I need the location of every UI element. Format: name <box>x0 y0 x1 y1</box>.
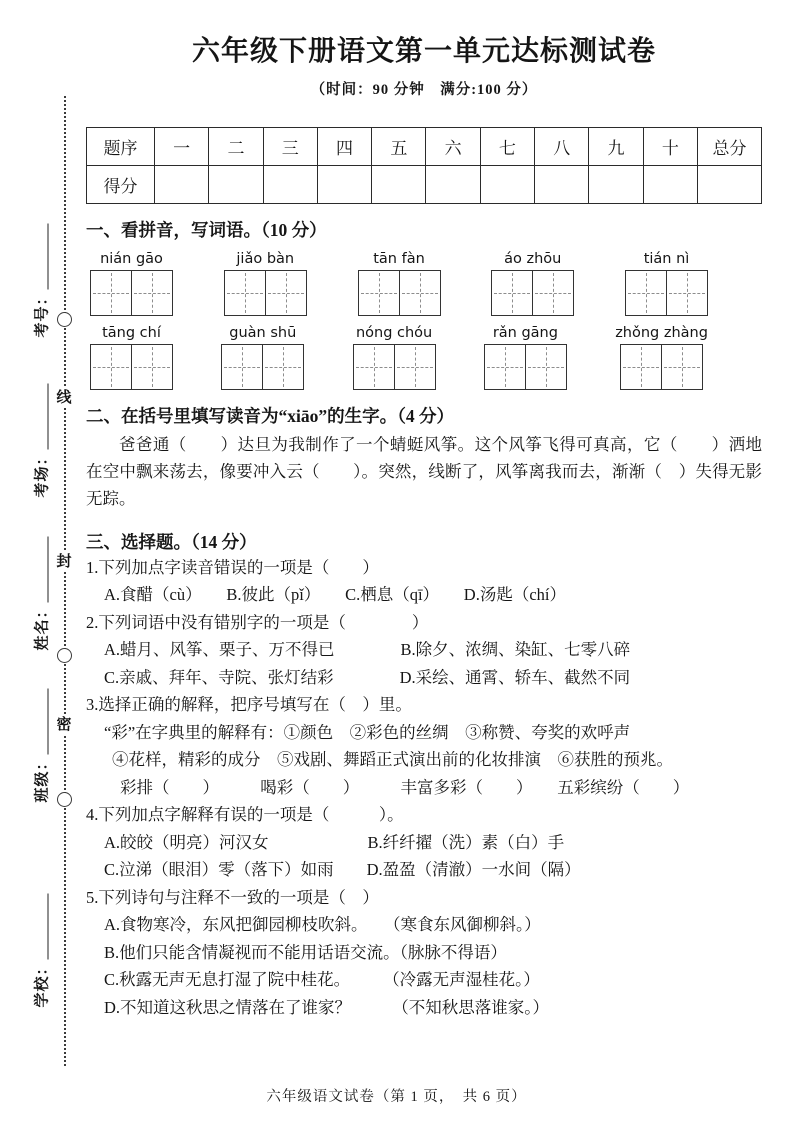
writing-box <box>221 344 304 390</box>
writing-cell[interactable] <box>526 344 567 390</box>
writing-cell[interactable] <box>625 270 667 316</box>
question-options: A.食物寒冷，东风把御园柳枝吹斜。 （寒食东风御柳斜。） <box>104 915 541 935</box>
writing-cell[interactable] <box>132 270 173 316</box>
pinyin-word-group <box>491 251 574 316</box>
writing-cell[interactable] <box>395 344 436 390</box>
writing-cell[interactable] <box>132 344 173 390</box>
writing-cell[interactable] <box>533 270 574 316</box>
writing-box <box>358 270 441 316</box>
writing-cell[interactable] <box>90 344 132 390</box>
writing-cell[interactable] <box>90 270 132 316</box>
score-input-cell[interactable] <box>209 166 263 204</box>
pinyin-word-group <box>625 251 708 316</box>
writing-box <box>484 344 567 390</box>
pinyin-word-group <box>90 325 173 390</box>
writing-cell[interactable] <box>266 270 307 316</box>
score-header-10: 十 <box>643 128 697 166</box>
pinyin-word-group <box>615 325 708 390</box>
writing-box <box>90 270 173 316</box>
writing-cell[interactable] <box>484 344 526 390</box>
writing-cell[interactable] <box>353 344 395 390</box>
score-input-cell[interactable] <box>589 166 643 204</box>
school-field <box>31 876 52 1026</box>
paper-content <box>86 34 762 1021</box>
question-5 <box>86 884 762 1022</box>
question-3 <box>86 691 762 801</box>
page-footer: 六年级语文试卷（第 1 页， 共 6 页） <box>266 1089 527 1105</box>
pinyin-word-group <box>353 325 436 390</box>
writing-cell[interactable] <box>662 344 703 390</box>
exam-number-blank[interactable] <box>33 224 49 290</box>
writing-cell[interactable] <box>620 344 662 390</box>
school-label: 学校： <box>34 959 51 1008</box>
question-stem: 5.下列诗句与注释不一致的一项是（ ） <box>86 887 379 907</box>
writing-box <box>90 344 173 390</box>
question-options: C.泣涕（眼泪）零（落下）如雨 D.盈盈（清澈）一水间（隔） <box>104 860 581 880</box>
exam-number-field <box>31 206 52 356</box>
pinyin-text: zhǒng zhàng <box>615 325 708 342</box>
pinyin-text: guàn shū <box>229 325 297 342</box>
question-stem: 1.下列加点字读音错误的一项是（ ） <box>86 557 379 577</box>
score-input-cell[interactable] <box>263 166 317 204</box>
pinyin-text: rǎn gāng <box>492 325 558 342</box>
score-header-3: 三 <box>263 128 317 166</box>
pinyin-word-group <box>224 251 307 316</box>
section3-heading: 三、选择题。（14 分） <box>86 531 257 552</box>
pinyin-row-1 <box>90 251 708 316</box>
class-field <box>31 671 52 821</box>
score-header-9: 九 <box>589 128 643 166</box>
writing-cell[interactable] <box>400 270 441 316</box>
writing-cell[interactable] <box>263 344 304 390</box>
seal-char-mi: 密 <box>54 715 74 735</box>
student-name-blank[interactable] <box>33 537 49 603</box>
class-label: 班级： <box>34 754 51 803</box>
section2-heading: 二、在括号里填写读音为“xiāo”的生字。（4 分） <box>86 406 454 427</box>
student-name-field <box>31 519 52 669</box>
score-header-total: 总分 <box>698 128 762 166</box>
seal-circle <box>57 648 72 663</box>
pinyin-word-group <box>221 325 304 390</box>
question-2 <box>86 609 762 692</box>
question-fill-blanks: 彩排（ ） 喝彩（ ） 丰富多彩（ ） 五彩缤纷（ ） <box>120 777 690 797</box>
exam-room-field <box>31 366 52 516</box>
question-stem: 2.下列词语中没有错别字的一项是（ ） <box>86 612 429 632</box>
score-header-tixu: 题序 <box>87 128 155 166</box>
score-header-2: 二 <box>209 128 263 166</box>
score-input-cell[interactable] <box>480 166 534 204</box>
question-options: D.不知道这秋思之情落在了谁家？ （不知秋思落谁家。） <box>104 997 550 1017</box>
writing-cell[interactable] <box>221 344 263 390</box>
score-header-5: 五 <box>372 128 426 166</box>
writing-box <box>625 270 708 316</box>
question-options: B.他们只能含情凝视而不能用话语交流。（脉脉不得语） <box>104 942 507 962</box>
seal-dotted-line <box>64 96 66 1066</box>
school-blank[interactable] <box>33 894 49 960</box>
score-input-cell[interactable] <box>426 166 480 204</box>
exam-room-label: 考场： <box>34 449 51 498</box>
score-input-cell[interactable] <box>643 166 697 204</box>
pinyin-word-group <box>484 325 567 390</box>
seal-char-feng: 封 <box>54 552 74 572</box>
writing-box <box>615 344 708 390</box>
score-header-7: 七 <box>480 128 534 166</box>
pinyin-word-group <box>90 251 173 316</box>
pinyin-text: tāng chí <box>102 325 161 342</box>
score-row-label: 得分 <box>87 166 155 204</box>
question-stem: 3.选择正确的解释，把序号填写在（ ）里。 <box>86 695 412 715</box>
writing-cell[interactable] <box>667 270 708 316</box>
score-input-cell[interactable] <box>155 166 209 204</box>
question-definitions: ④花样，精彩的成分 ⑤戏剧、舞蹈正式演出前的化妆排演 ⑥获胜的预兆。 <box>112 750 673 770</box>
score-input-cell[interactable] <box>698 166 762 204</box>
pinyin-text: nián gāo <box>100 251 163 268</box>
writing-cell[interactable] <box>491 270 533 316</box>
score-input-cell[interactable] <box>372 166 426 204</box>
pinyin-row-2 <box>90 325 708 390</box>
pinyin-word-group <box>358 251 441 316</box>
question-options: A.蜡月、风筝、栗子、万不得已 B.除夕、浓绸、染缸、七零八碎 <box>104 640 631 660</box>
student-name-label: 姓名： <box>34 602 51 651</box>
exam-room-blank[interactable] <box>33 384 49 450</box>
pinyin-text: tián nì <box>643 251 690 268</box>
page-title: 六年级下册语文第一单元达标测试卷 <box>191 36 656 67</box>
question-4 <box>86 801 762 884</box>
seal-char-xian: 线 <box>54 388 74 408</box>
question-definitions: “彩”在字典里的解释有：①颜色 ②彩色的丝绸 ③称赞、夸奖的欢呼声 <box>104 722 631 742</box>
pinyin-text: nóng chóu <box>355 325 433 342</box>
question-options: C.亲戚、拜年、寺院、张灯结彩 D.采绘、通霄、轿车、截然不同 <box>104 667 631 687</box>
writing-box <box>224 270 307 316</box>
score-header-4: 四 <box>317 128 371 166</box>
question-options: A.皎皎（明亮）河汉女 B.纤纤擢（洗）素（白）手 <box>104 832 565 852</box>
pinyin-text: jiǎo bàn <box>236 251 295 268</box>
section1-heading: 一、看拼音，写词语。（10 分） <box>86 220 327 241</box>
score-header-6: 六 <box>426 128 480 166</box>
score-header-row <box>87 128 762 166</box>
score-input-cell[interactable] <box>317 166 371 204</box>
score-header-8: 八 <box>535 128 589 166</box>
question-options: C.秋露无声无息打湿了院中桂花。 （冷露无声湿桂花。） <box>104 970 540 990</box>
exam-number-label: 考号： <box>34 289 51 338</box>
seal-circle <box>57 312 72 327</box>
pinyin-text: áo zhōu <box>504 251 562 268</box>
pinyin-text: tān fàn <box>373 251 425 268</box>
page-subtitle: （时间：90 分钟 满分:100 分） <box>310 82 538 99</box>
score-table <box>86 127 762 204</box>
score-header-1: 一 <box>155 128 209 166</box>
writing-box <box>353 344 436 390</box>
question-options: A.食醋（cù） B.彼此（pǐ） C.栖息（qī） D.汤匙（chí） <box>104 585 566 605</box>
seal-circle <box>57 792 72 807</box>
writing-cell[interactable] <box>224 270 266 316</box>
question-1 <box>86 554 762 609</box>
writing-cell[interactable] <box>358 270 400 316</box>
class-blank[interactable] <box>33 689 49 755</box>
section2-paragraph: 爸爸通（ ）达旦为我制作了一个蜻蜓风筝。这个风筝飞得可真高，它（ ）洒地在空中飘来荡去，像要冲入云（ ）。突然，线断了，风筝离我而去，渐渐（ ）失得无影无踪。 <box>86 435 762 509</box>
question-stem: 4.下列加点字解释有误的一项是（ ）。 <box>86 805 404 825</box>
writing-box <box>491 270 574 316</box>
score-input-row <box>87 166 762 204</box>
score-input-cell[interactable] <box>535 166 589 204</box>
